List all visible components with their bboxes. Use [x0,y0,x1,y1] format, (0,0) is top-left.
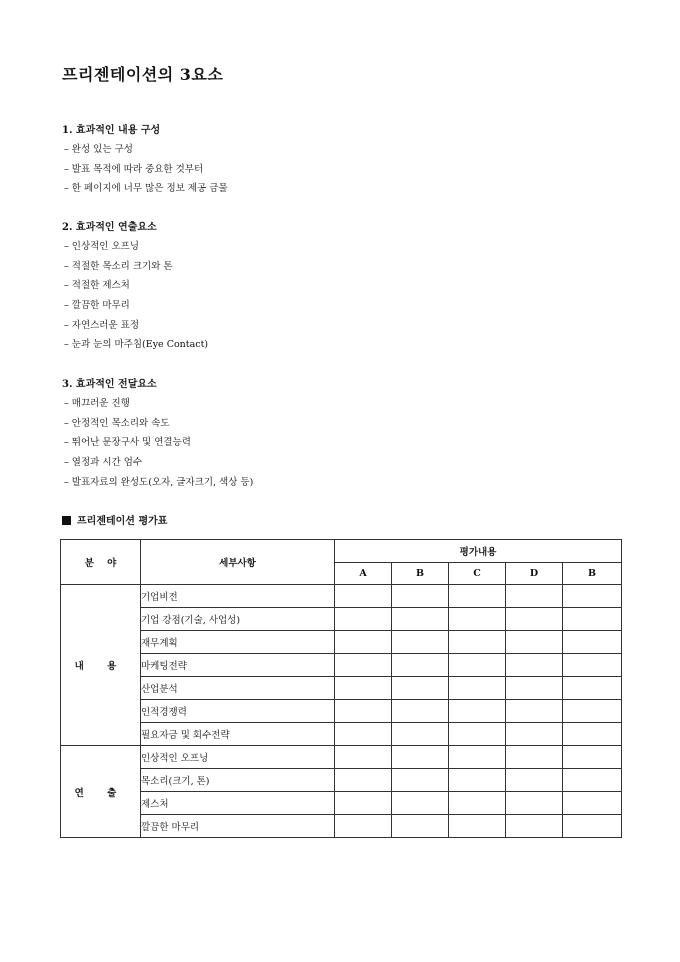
evaluation-table [60,539,622,838]
detail-cell: 산업분석 [141,677,335,700]
score-cell[interactable] [335,700,392,723]
score-cell[interactable] [563,815,622,838]
list-item: – 적절한 목소리 크기와 톤 [64,260,173,272]
score-cell[interactable] [335,769,392,792]
score-cell[interactable] [449,723,506,746]
detail-cell: 제스처 [141,792,335,815]
header-category: 분 야 [61,540,141,585]
list-item: – 열정과 시간 엄수 [64,457,143,469]
category-cell: 내 용 [61,585,141,746]
table-row [61,723,622,746]
list-item: – 깔끔한 마무리 [64,300,130,312]
score-cell[interactable] [449,815,506,838]
score-cell[interactable] [506,654,563,677]
table-row [61,700,622,723]
score-cell[interactable] [563,792,622,815]
score-cell[interactable] [392,631,449,654]
table-row [61,631,622,654]
score-cell[interactable] [392,792,449,815]
section-content-composition [62,122,228,199]
score-cell[interactable] [506,608,563,631]
detail-cell: 목소리(크기, 톤) [141,769,335,792]
table-row [61,585,622,608]
page-title: 프리젠테이션의 3요소 [62,65,224,84]
detail-cell: 기업 강점(기술, 사업성) [141,608,335,631]
score-cell[interactable] [392,815,449,838]
score-cell[interactable] [506,792,563,815]
score-cell[interactable] [449,700,506,723]
score-cell[interactable] [563,769,622,792]
score-cell[interactable] [335,792,392,815]
header-evaluation: 평가내용 [335,540,622,563]
score-cell[interactable] [392,746,449,769]
score-cell[interactable] [449,746,506,769]
detail-cell: 마케팅전략 [141,654,335,677]
score-cell[interactable] [449,631,506,654]
square-bullet-icon [62,516,71,525]
detail-cell: 필요자금 및 회수전략 [141,723,335,746]
list-item: – 눈과 눈의 마주침(Eye Contact) [64,339,209,351]
list-item: – 매끄러운 진행 [64,398,130,409]
table-row [61,746,622,769]
list-item: – 자연스러운 표정 [64,319,140,331]
list-item: – 적절한 제스처 [64,280,130,292]
score-cell[interactable] [506,723,563,746]
grade-header: D [506,563,563,585]
score-cell[interactable] [392,585,449,608]
table-row [61,677,622,700]
detail-cell: 기업비전 [141,585,335,608]
score-cell[interactable] [563,723,622,746]
table-row [61,792,622,815]
score-cell[interactable] [449,608,506,631]
table-header-row [61,540,622,563]
score-cell[interactable] [335,677,392,700]
list-item: – 완성 있는 구성 [64,144,133,155]
score-cell[interactable] [392,677,449,700]
score-cell[interactable] [449,792,506,815]
score-cell[interactable] [506,677,563,700]
table-row [61,815,622,838]
score-cell[interactable] [563,700,622,723]
grade-header: A [335,563,392,585]
score-cell[interactable] [449,769,506,792]
score-cell[interactable] [506,746,563,769]
score-cell[interactable] [563,654,622,677]
grade-header: C [449,563,506,585]
score-cell[interactable] [506,585,563,608]
table-row [61,769,622,792]
detail-cell: 깔끔한 마무리 [141,815,335,838]
grade-header: B [392,563,449,585]
score-cell[interactable] [335,608,392,631]
score-cell[interactable] [449,654,506,677]
score-cell[interactable] [335,631,392,654]
table-title-text: 프리젠테이션 평가표 [77,516,168,527]
section-heading: 3. 효과적인 전달요소 [62,379,157,390]
list-item: – 한 페이지에 너무 많은 정보 제공 금물 [64,183,228,195]
score-cell[interactable] [506,769,563,792]
score-cell[interactable] [335,815,392,838]
score-cell[interactable] [506,815,563,838]
table-row [61,608,622,631]
score-cell[interactable] [335,654,392,677]
detail-cell: 인적경쟁력 [141,700,335,723]
score-cell[interactable] [392,769,449,792]
section-heading: 2. 효과적인 연출요소 [62,222,157,233]
score-cell[interactable] [563,746,622,769]
score-cell[interactable] [392,608,449,631]
list-item: – 인상적인 오프닝 [64,241,140,252]
category-cell: 연 출 [61,746,141,838]
grade-header: B [563,563,622,585]
score-cell[interactable] [506,700,563,723]
section-presentation-elements [62,219,208,355]
score-cell[interactable] [449,677,506,700]
list-item: – 발표 목적에 따라 중요한 것부터 [64,163,204,175]
section-heading: 1. 효과적인 내용 구성 [62,125,161,136]
score-cell[interactable] [506,631,563,654]
list-item: – 안정적인 목소리와 속도 [64,417,170,429]
score-cell[interactable] [563,585,622,608]
score-cell[interactable] [563,631,622,654]
score-cell[interactable] [563,608,622,631]
table-row [61,654,622,677]
score-cell[interactable] [392,700,449,723]
detail-cell: 인상적인 오프닝 [141,746,335,769]
section-delivery-elements [62,376,253,492]
score-cell[interactable] [563,677,622,700]
score-cell[interactable] [392,723,449,746]
score-cell[interactable] [335,723,392,746]
list-item: – 뛰어난 문장구사 및 연결능력 [64,437,191,449]
score-cell[interactable] [335,585,392,608]
header-detail: 세부사항 [141,540,335,585]
table-title [62,514,167,530]
score-cell[interactable] [449,585,506,608]
list-item: – 발표자료의 완성도(오자, 글자크기, 색상 등) [64,476,254,488]
detail-cell: 재무계획 [141,631,335,654]
score-cell[interactable] [335,746,392,769]
score-cell[interactable] [392,654,449,677]
